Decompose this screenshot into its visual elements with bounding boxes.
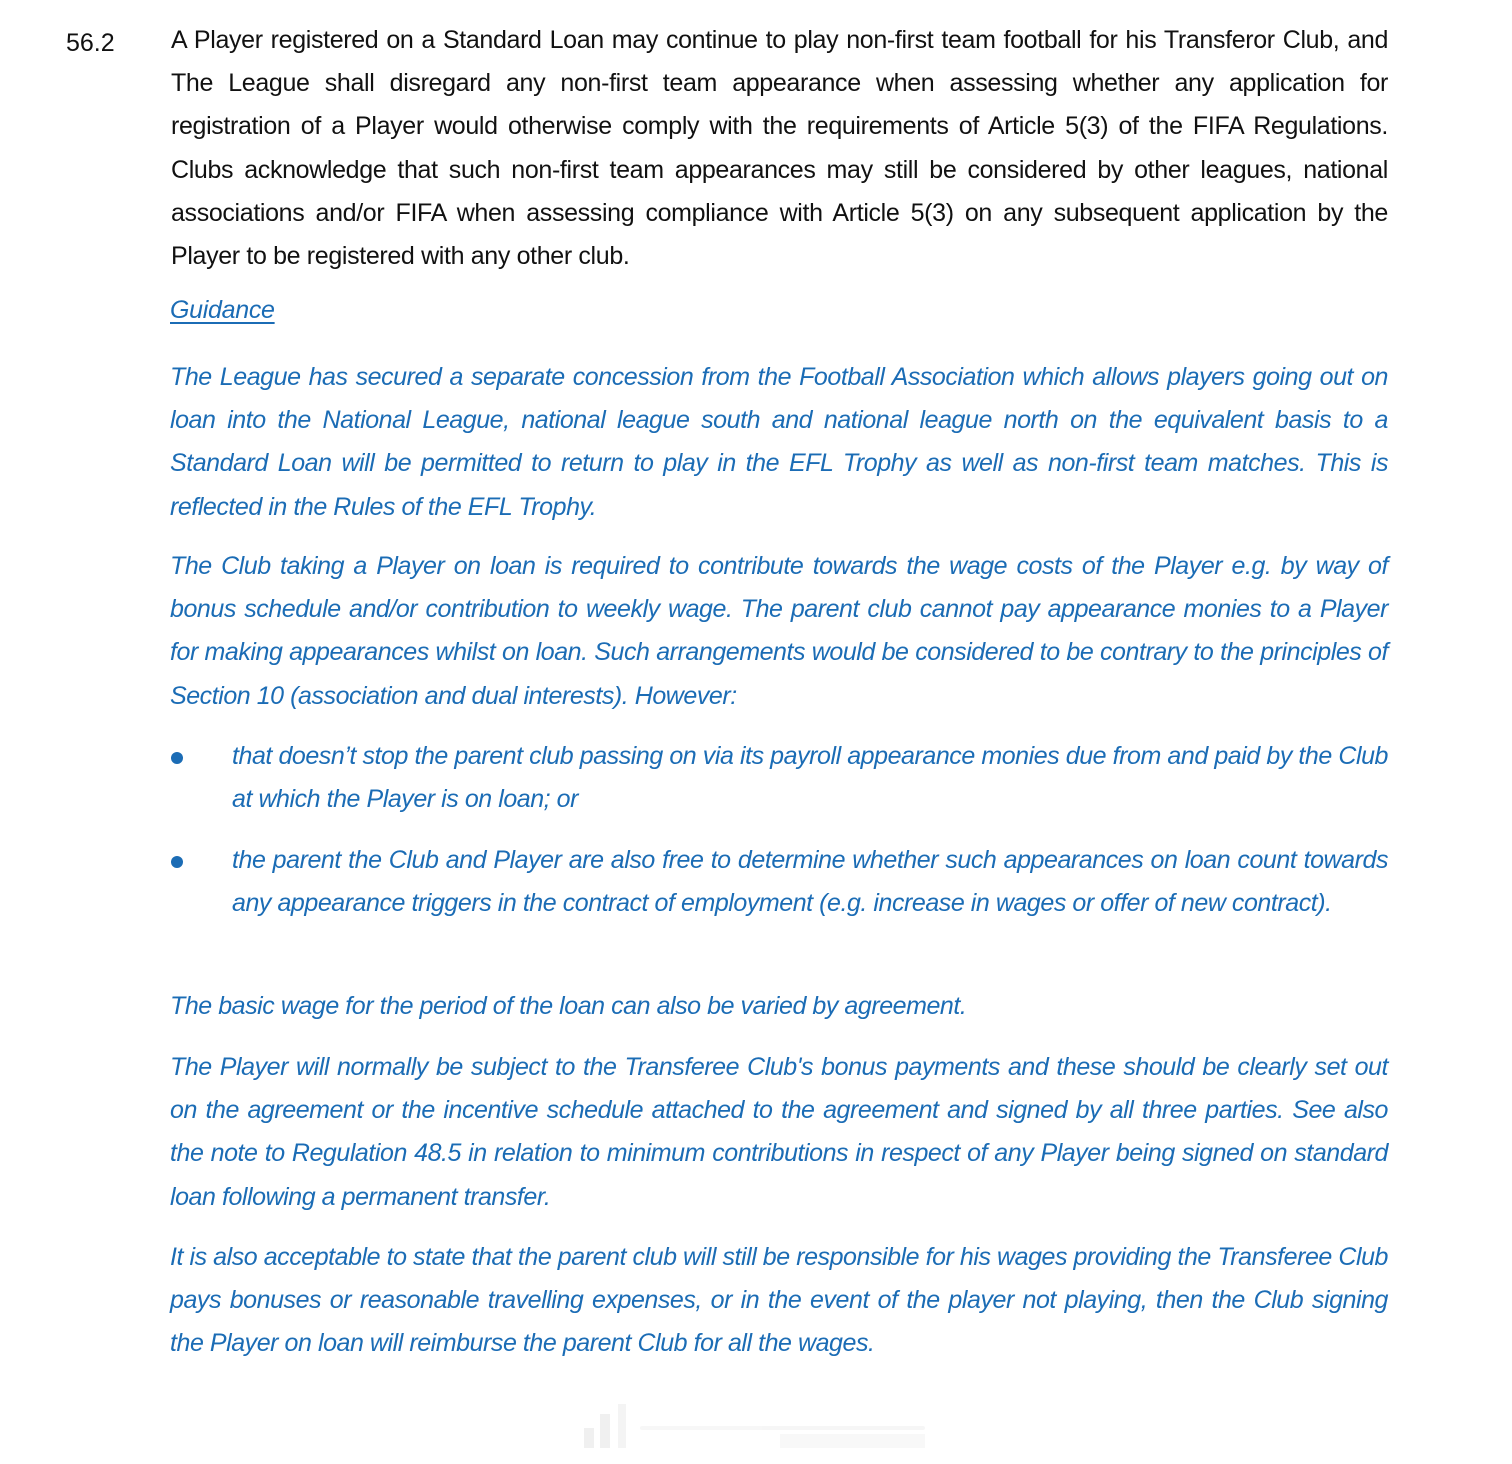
- bullet-icon: [171, 856, 183, 868]
- watermark-text: [780, 1434, 925, 1448]
- guidance-paragraph-4: The Player will normally be subject to the Transferee Club's bonus payments and these should be clearly set out on the agreement or the incentive schedule attached to the agreement and signed by all three parties. See also the note to Regulation 48.5 in relation to minimum contributions in respect of any Player being signed on standard loan following a permanent transfer.: [170, 1053, 1388, 1211]
- watermark-bar-icon: [600, 1414, 610, 1448]
- guidance-bullet-2: the parent the Club and Player are also free to determine whether such appearances on loan count towards any appearance triggers in the contract of employment (e.g. increase in wages or offer of new contract).: [232, 846, 1388, 918]
- guidance-paragraph-2: The Club taking a Player on loan is required to contribute towards the wage costs of the Player e.g. by way of bonus schedule and/or contribution to weekly wage. The parent club cannot pay appearance monies to a Player for making appearances whilst on loan. Such arrangements would be considered to be contrary to the principles of Section 10 (association and dual interests). However:: [170, 552, 1388, 710]
- guidance-paragraph-1: The League has secured a separate concession from the Football Association which allows players going out on loan into the National League, national league south and national league north on the equivalent basis to a Standard Loan will be permitted to return to play in the EFL Trophy as well as non-first team matches. This is reflected in the Rules of the EFL Trophy.: [170, 363, 1388, 521]
- bullet-icon: [171, 752, 183, 764]
- guidance-paragraph-3: The basic wage for the period of the loan can also be varied by agreement.: [170, 992, 967, 1020]
- watermark-bar-icon: [584, 1428, 594, 1448]
- watermark-line: [640, 1426, 925, 1430]
- clause-text: A Player registered on a Standard Loan may continue to play non-first team football for his Transferor Club, and The League shall disregard any non-first team appearance when assessing whether any application for registration of a Player would otherwise comply with the requirements of Article 5(3) of the FIFA Regulations. Clubs acknowledge that such non-first team appearances may still be considered by other leagues, national associations and/or FIFA when assessing compliance with Article 5(3) on any subsequent application by the Player to be registered with any other club.: [171, 26, 1388, 271]
- guidance-paragraph-5: It is also acceptable to state that the parent club will still be responsible for his wages providing the Transferee Club pays bonuses or reasonable travelling expenses, or in the event of the player not playing, then the Club signing the Player on loan will reimburse the parent Club for all the wages.: [170, 1243, 1388, 1358]
- watermark-logo: [580, 1400, 930, 1452]
- guidance-bullet-1: that doesn’t stop the parent club passing on via its payroll appearance monies due from and paid by the Club at which the Player is on loan; or: [232, 742, 1388, 814]
- watermark-bar-icon: [618, 1404, 626, 1448]
- clause-number: 56.2: [66, 29, 115, 57]
- guidance-heading: Guidance: [170, 296, 275, 324]
